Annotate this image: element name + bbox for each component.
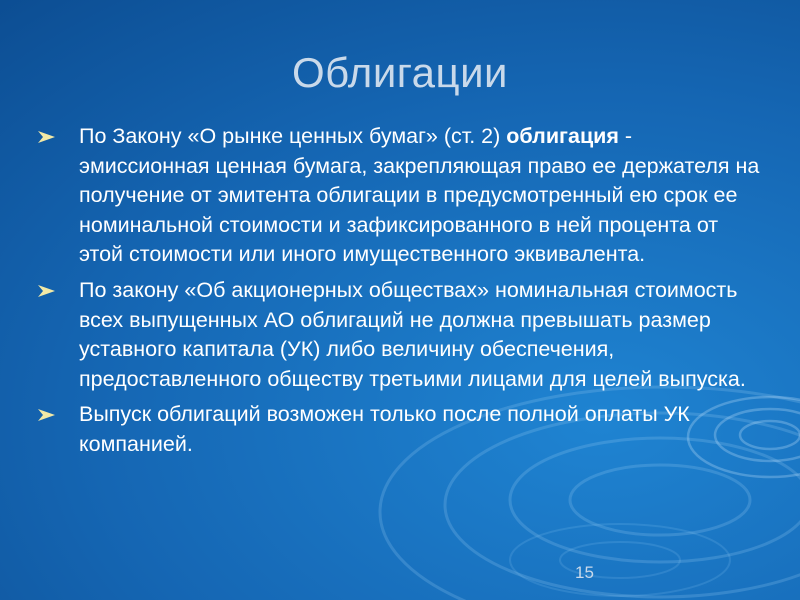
bullet-text xyxy=(79,122,760,270)
bullet-text-start: По Закону «О рынке ценных бумаг» (ст. 2) xyxy=(79,124,507,148)
bullet-item xyxy=(36,122,760,270)
bullet-term-bold: облигация xyxy=(506,124,619,148)
arrowhead-bullet-icon xyxy=(36,400,58,429)
slide-title: Облигации xyxy=(291,49,509,96)
bullet-list xyxy=(36,122,760,466)
slide-page-number: 15 xyxy=(575,563,594,582)
bullet-text xyxy=(79,276,760,394)
bullet-item xyxy=(36,276,760,394)
bullet-text-end: - эмиссионная ценная бумага, закрепляющая право ее держателя на получение от эмитента облигации в предусмотренный ею срок ее номинальной стоимости и зафиксированного в ней процента от этой стоимости или иного имущественного эквивалента. xyxy=(79,124,760,267)
bullet-text-start: По закону «Об акционерных обществах» номинальная стоимость всех выпущенных АО облигаций не должна превышать размер уставного капитала (УК) либо величину обеспечения, предоставленного обществу третьими лицами для целей выпуска. xyxy=(79,277,746,391)
bullet-text xyxy=(79,400,760,459)
bullet-text-start: Выпуск облигаций возможен только после полной оплаты УК компанией. xyxy=(79,402,690,456)
bullet-item xyxy=(36,400,760,459)
arrowhead-bullet-icon xyxy=(36,122,58,151)
arrowhead-bullet-icon xyxy=(36,276,58,305)
